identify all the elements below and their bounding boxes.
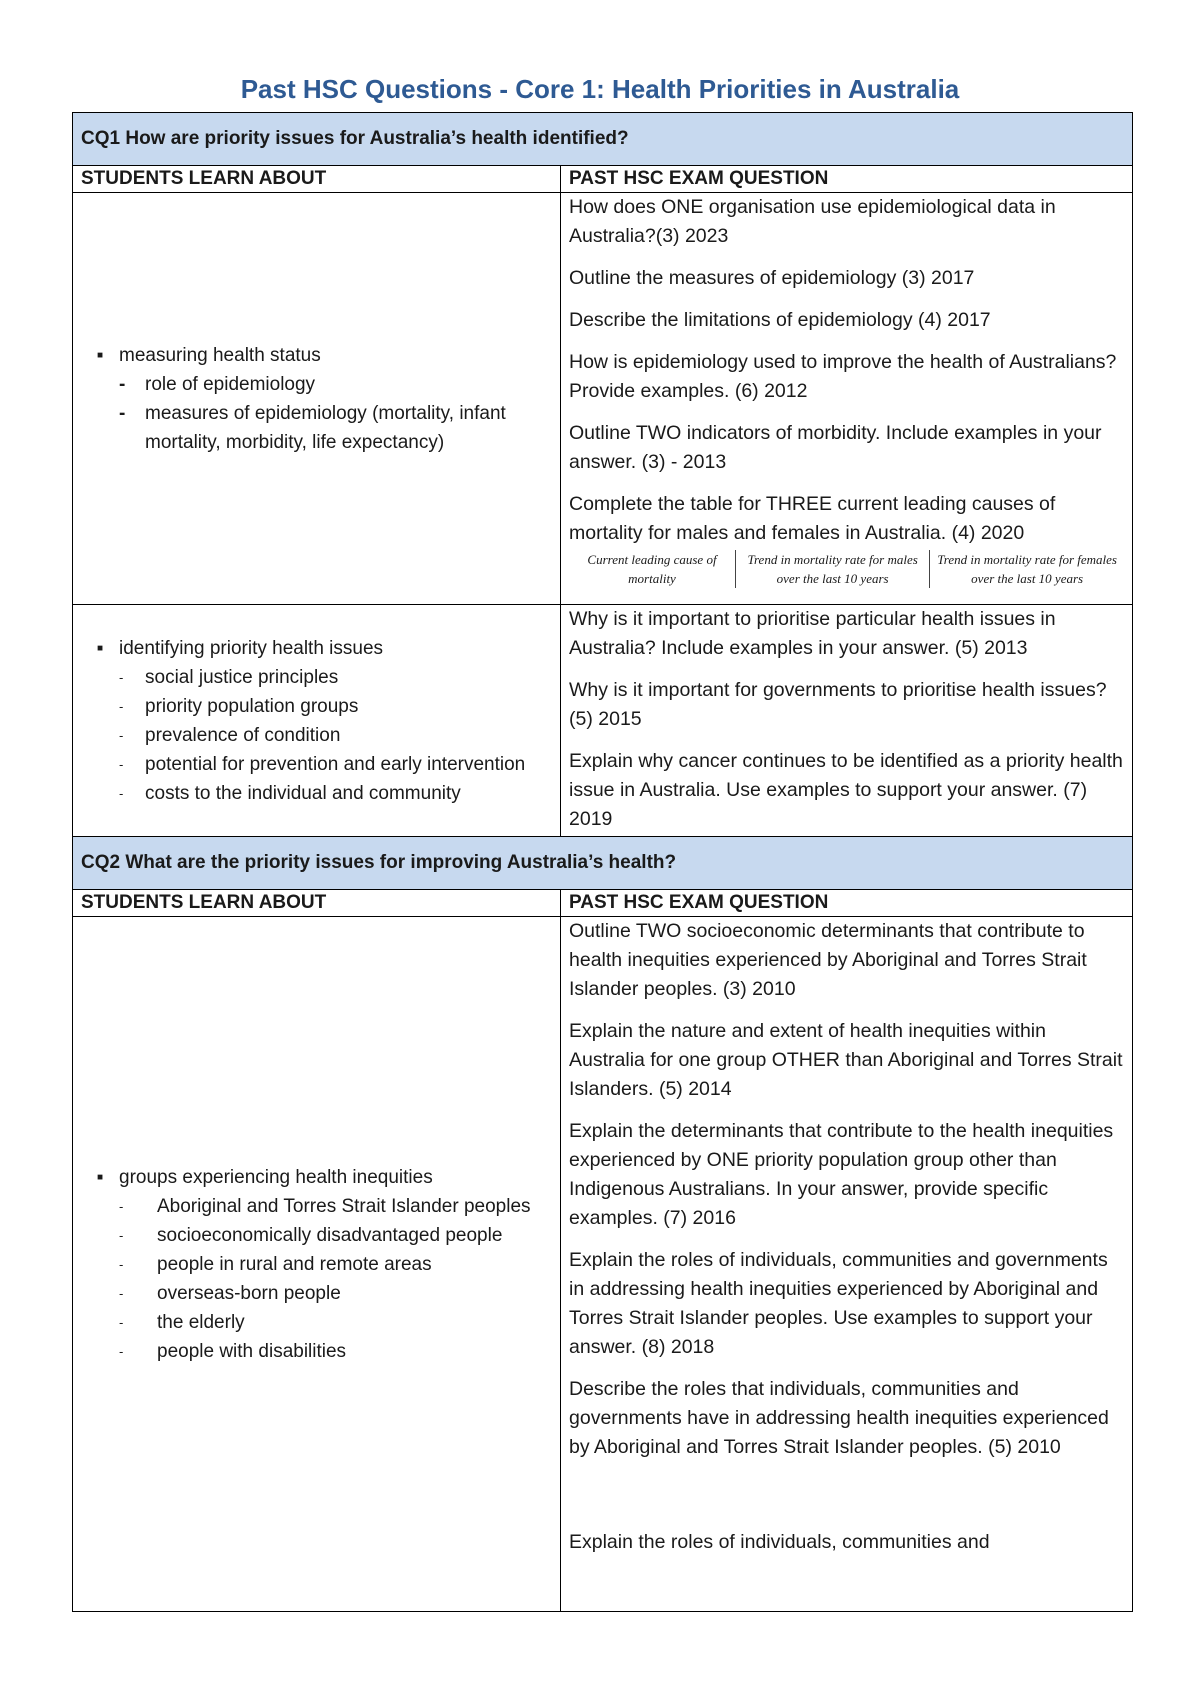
exam-question: Explain the determinants that contribute to the health inequities experienced by ONE priority population group other than Indigenous Australians. In your answer, provide specific examples. (7) 2016	[569, 1120, 1114, 1229]
exam-question: Why is it important to prioritise particular health issues in Australia? Include examples in your answer. (5) 2013	[569, 608, 1056, 659]
list-item: - priority population groups	[81, 692, 552, 721]
dash-icon: -	[119, 1227, 124, 1243]
list-item: - overseas-born people	[81, 1279, 552, 1308]
cq2-topic-cell-1	[73, 917, 561, 1612]
mini-table-header: Trend in mortality rate for females over the last 10 years	[930, 550, 1124, 588]
list-item: ■ measuring health status	[81, 341, 552, 370]
exam-question: Explain the roles of individuals, communities and	[569, 1531, 990, 1553]
mini-table-header: Trend in mortality rate for males over the last 10 years	[736, 550, 930, 588]
cq1-topic-cell-2	[73, 605, 561, 837]
dash-icon: -	[119, 373, 126, 395]
cq1-question-cell-1	[561, 193, 1133, 605]
exam-question: Outline the measures of epidemiology (3) 2017	[569, 267, 975, 289]
dash-icon: -	[119, 1198, 124, 1214]
exam-question: Why is it important for governments to prioritise health issues? (5) 2015	[569, 679, 1107, 730]
left-column-header: STUDENTS LEARN ABOUT	[73, 890, 561, 917]
mini-table-header: Current leading cause of mortality	[569, 550, 736, 588]
list-item: - social justice principles	[81, 663, 552, 692]
page-title: Past HSC Questions - Core 1: Health Priorities in Australia	[240, 74, 960, 104]
cq1-topic-cell-1	[73, 193, 561, 605]
exam-question: Explain the roles of individuals, communities and governments in addressing health inequities experienced by Aboriginal and Torres Strait Islander peoples. Use examples to support your answer. (8) 2018	[569, 1249, 1108, 1358]
list-item: - the elderly	[81, 1308, 552, 1337]
dash-icon: -	[119, 402, 126, 424]
dash-icon: -	[119, 669, 124, 685]
list-item: ■ groups experiencing health inequities	[81, 1163, 552, 1192]
exam-question: Outline TWO indicators of morbidity. Include examples in your answer. (3) - 2013	[569, 422, 1102, 473]
right-column-header: PAST HSC EXAM QUESTION	[561, 166, 1133, 193]
dash-icon: -	[119, 727, 124, 743]
cq2-heading: CQ2 What are the priority issues for improving Australia’s health?	[73, 837, 1133, 890]
dash-icon: -	[119, 1256, 124, 1272]
right-column-header: PAST HSC EXAM QUESTION	[561, 890, 1133, 917]
dash-icon: -	[119, 1343, 124, 1359]
mortality-trend-table	[569, 550, 1124, 588]
list-item: - prevalence of condition	[81, 721, 552, 750]
dash-icon: -	[119, 1314, 124, 1330]
dash-icon: -	[119, 1285, 124, 1301]
list-item: ■ identifying priority health issues	[81, 634, 552, 663]
exam-question: Describe the roles that individuals, communities and governments have in addressing health inequities experienced by Aboriginal and Torres Strait Islander peoples. (5) 2010	[569, 1378, 1109, 1458]
list-item: - Aboriginal and Torres Strait Islander peoples	[81, 1192, 552, 1221]
exam-question: Explain the nature and extent of health inequities within Australia for one group OTHER than Aboriginal and Torres Strait Islanders. (5) 2014	[569, 1020, 1123, 1100]
dash-icon: -	[119, 785, 124, 801]
list-item: - socioeconomically disadvantaged people	[81, 1221, 552, 1250]
cq1-heading: CQ1 How are priority issues for Australia’s health identified?	[73, 113, 1133, 166]
list-item: - role of epidemiology	[81, 370, 552, 399]
exam-question: How is epidemiology used to improve the health of Australians? Provide examples. (6) 2012	[569, 351, 1117, 402]
list-item: - potential for prevention and early intervention	[81, 750, 552, 779]
cq2-question-cell-1	[561, 917, 1133, 1612]
bullet-icon: ■	[96, 1171, 104, 1183]
list-item: - people with disabilities	[81, 1337, 552, 1366]
exam-question: Complete the table for THREE current leading causes of mortality for males and females in Australia. (4) 2020	[569, 493, 1056, 544]
exam-question: How does ONE organisation use epidemiological data in Australia?(3) 2023	[569, 196, 1056, 247]
dash-icon: -	[119, 698, 124, 714]
list-item: - people in rural and remote areas	[81, 1250, 552, 1279]
dash-icon: -	[119, 756, 124, 772]
exam-question: Explain why cancer continues to be identified as a priority health issue in Australia. Use examples to support your answer. (7) 2019	[569, 750, 1123, 830]
list-item: - costs to the individual and community	[81, 779, 552, 808]
questions-table	[72, 112, 1133, 1612]
left-column-header: STUDENTS LEARN ABOUT	[73, 166, 561, 193]
bullet-icon: ■	[96, 642, 104, 654]
exam-question: Describe the limitations of epidemiology (4) 2017	[569, 309, 991, 331]
exam-question: Outline TWO socioeconomic determinants that contribute to health inequities experienced by Aboriginal and Torres Strait Islander peoples. (3) 2010	[569, 920, 1087, 1000]
bullet-icon: ■	[96, 349, 104, 361]
cq1-question-cell-2	[561, 605, 1133, 837]
list-item: - measures of epidemiology (mortality, infant mortality, morbidity, life expectancy)	[81, 399, 552, 457]
